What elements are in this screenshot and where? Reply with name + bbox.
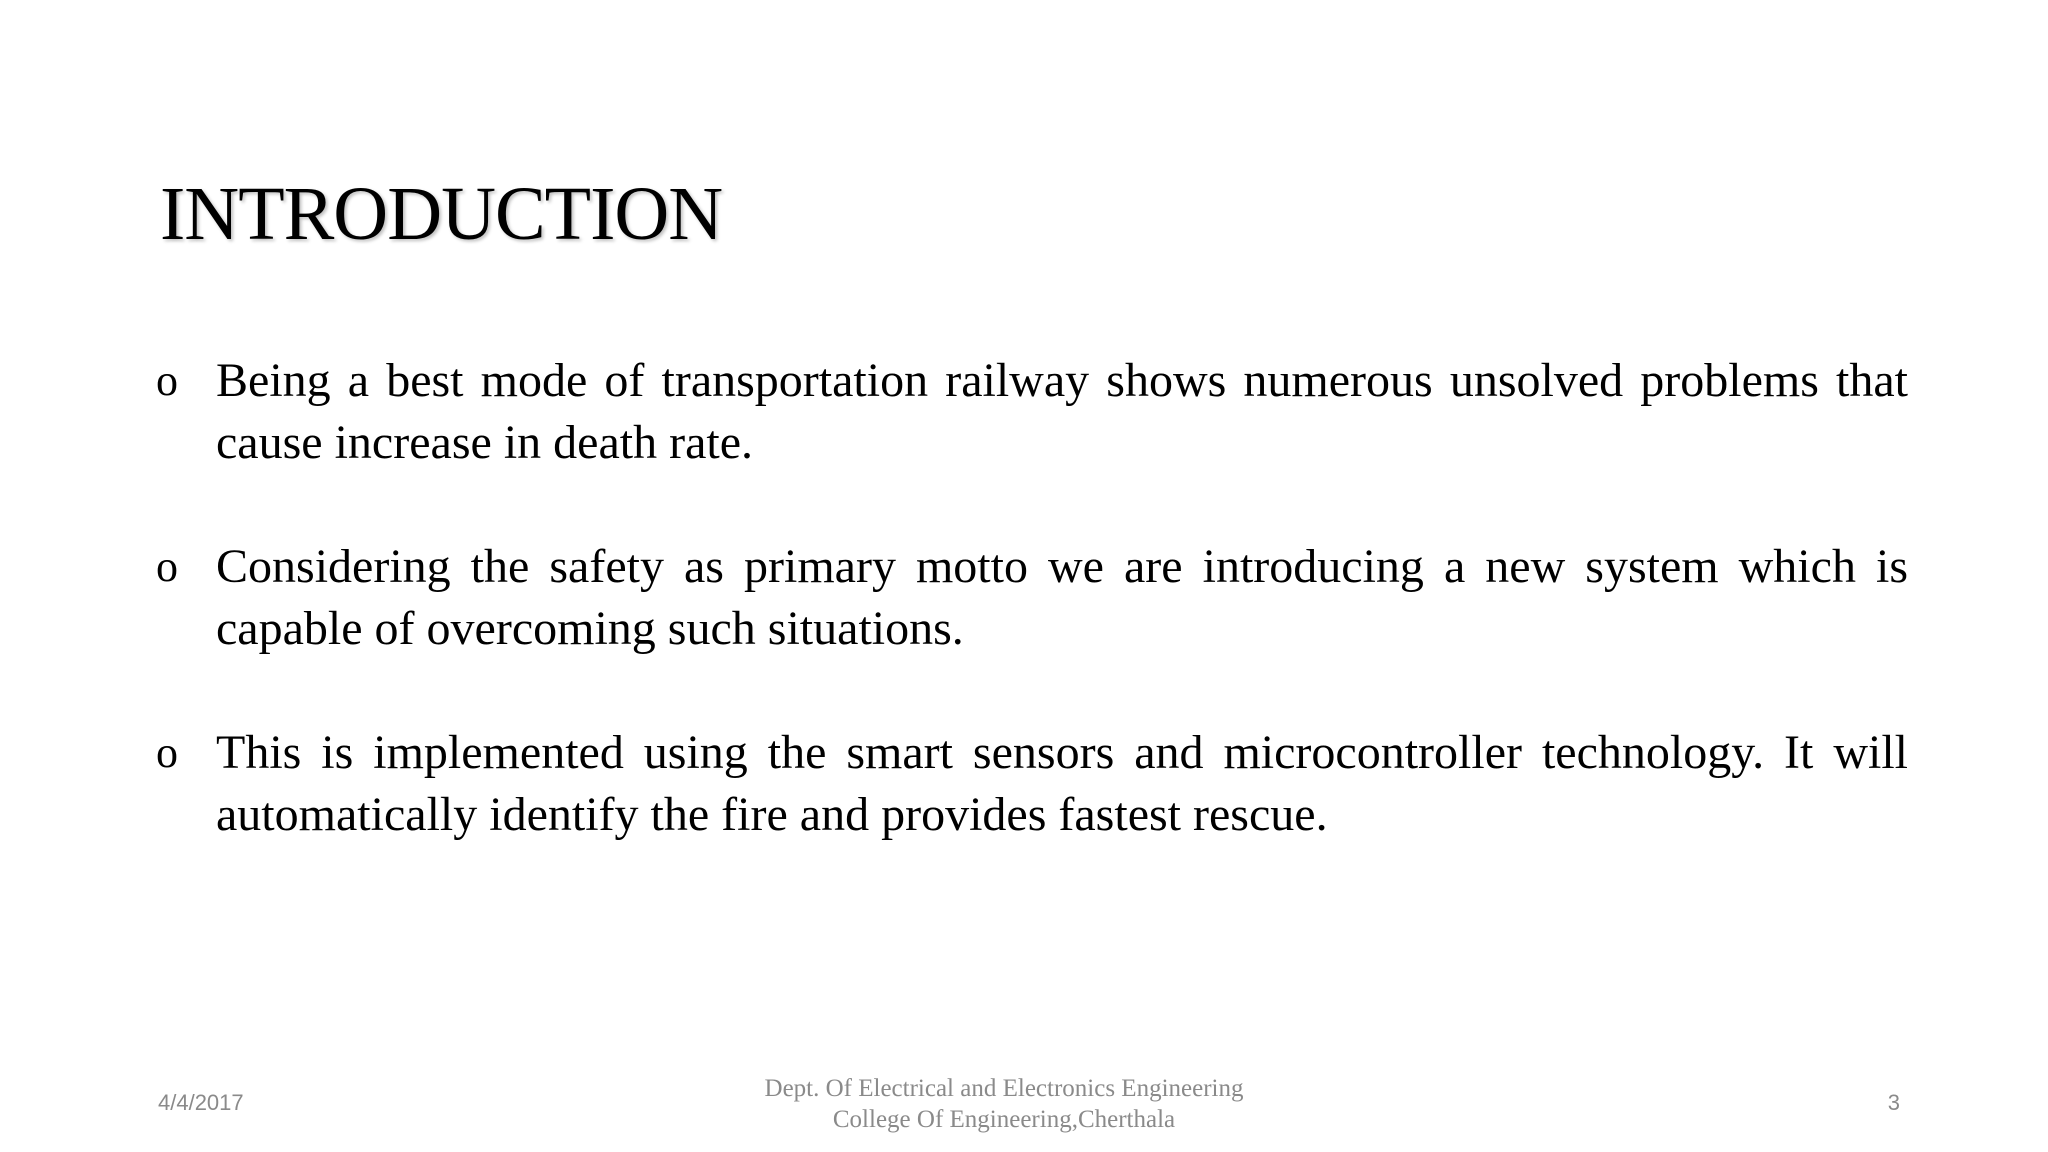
footer-date: 4/4/2017 [158, 1090, 244, 1115]
footer-department: Dept. Of Electrical and Electronics Engineering [764, 1075, 1244, 1102]
bullet-item [156, 722, 1908, 846]
bullet-item [156, 536, 1908, 660]
footer-college: College Of Engineering,Cherthala [832, 1106, 1176, 1133]
bullet-text: Being a best mode of transportation railway shows numerous unsolved problems that cause increase in death rate. [216, 354, 1908, 469]
slide-title: INTRODUCTION [160, 171, 723, 256]
bullet-marker-icon: o [156, 542, 178, 591]
bullet-text: This is implemented using the smart sensors and microcontroller technology. It will automatically identify the fire and provides fastest rescue. [216, 726, 1908, 841]
page-number: 3 [1887, 1090, 1900, 1115]
bullet-marker-icon: o [156, 728, 178, 777]
bullet-list [156, 350, 1908, 846]
footer-institution [624, 1073, 1384, 1135]
bullet-text: Considering the safety as primary motto we are introducing a new system which is capable of overcoming such situations. [216, 540, 1908, 655]
bullet-item [156, 350, 1908, 474]
bullet-marker-icon: o [156, 356, 178, 405]
